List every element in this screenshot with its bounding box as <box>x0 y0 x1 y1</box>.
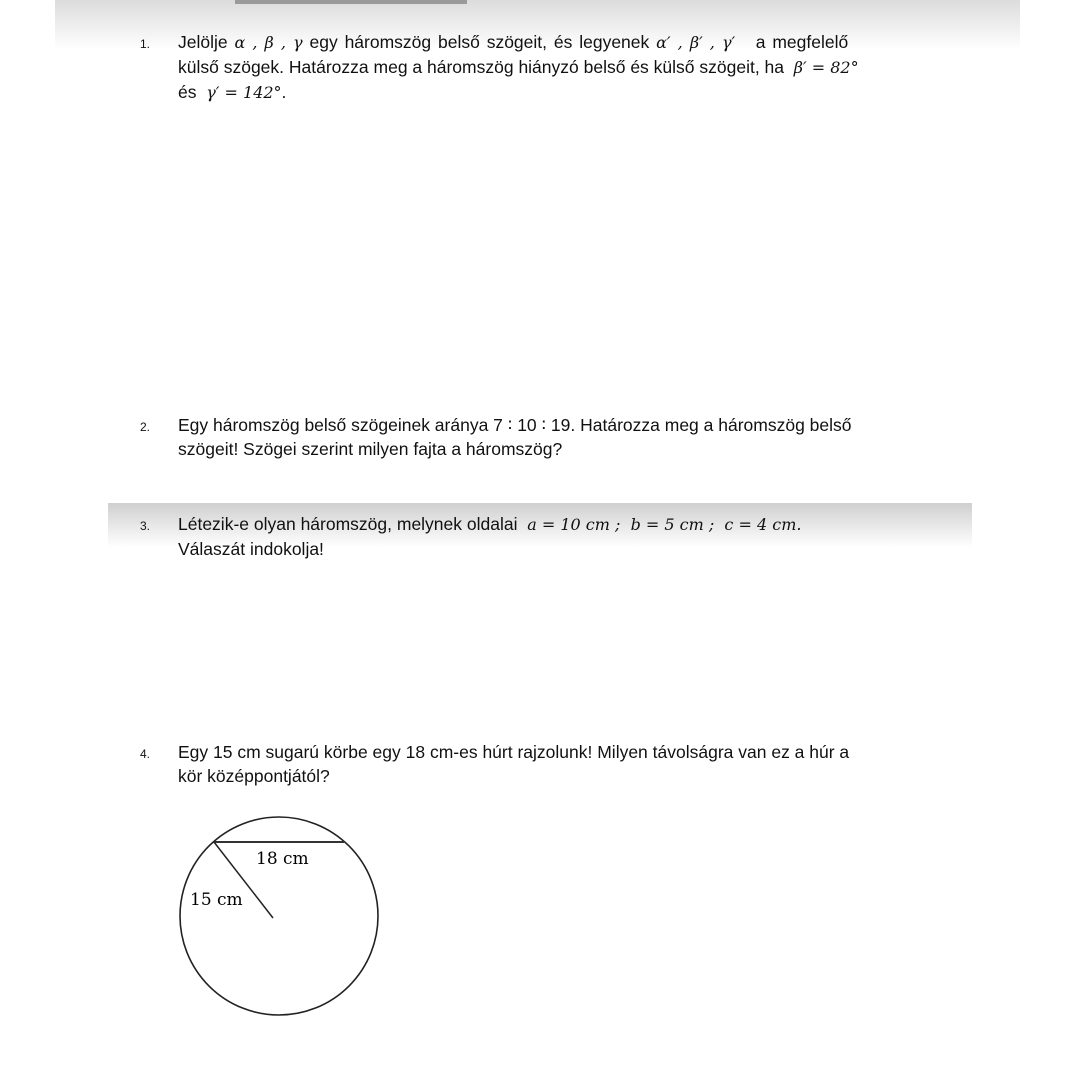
text: a megfelelő <box>748 32 849 52</box>
text: és <box>178 82 202 102</box>
math: γ′ = 142° <box>206 83 282 102</box>
text: egy háromszög belső szögeit, és legyenek <box>302 32 657 52</box>
text: külső szögek. Határozza meg a háromszög hiányzó belső és külső szögeit, ha <box>178 57 789 77</box>
text: Válaszát indokolja! <box>178 539 324 559</box>
text: szögeit! Szögei szerint milyen fajta a háromszög? <box>178 439 563 459</box>
text: Egy 15 cm sugarú körbe egy 18 cm-es húrt rajzolunk! Milyen távolságra van ez a húr a <box>178 742 850 762</box>
math: β′ = 82° <box>793 58 859 77</box>
problem-number: 4. <box>140 747 151 761</box>
text: Jelölje <box>178 32 235 52</box>
radius-label: 15 cm <box>190 890 243 910</box>
text: kör középpontjától? <box>178 766 330 786</box>
circle <box>180 817 378 1015</box>
problem-number: 3. <box>140 519 151 533</box>
math: α′ , β′ , γ′ <box>656 33 736 52</box>
chord-label: 18 cm <box>256 849 309 869</box>
math: a = 10 cm ; b = 5 cm ; c = 4 cm. <box>527 515 802 534</box>
problem-number: 1. <box>140 37 151 51</box>
problem-number: 2. <box>140 420 151 434</box>
math: α , β , γ <box>234 33 303 52</box>
text: Létezik-e olyan háromszög, melynek oldalai <box>178 514 523 534</box>
text: . <box>281 82 287 102</box>
text: Egy háromszög belső szögeinek aránya 7 ∶ 10 ∶ 19. Határozza meg a háromszög belső <box>178 415 852 435</box>
